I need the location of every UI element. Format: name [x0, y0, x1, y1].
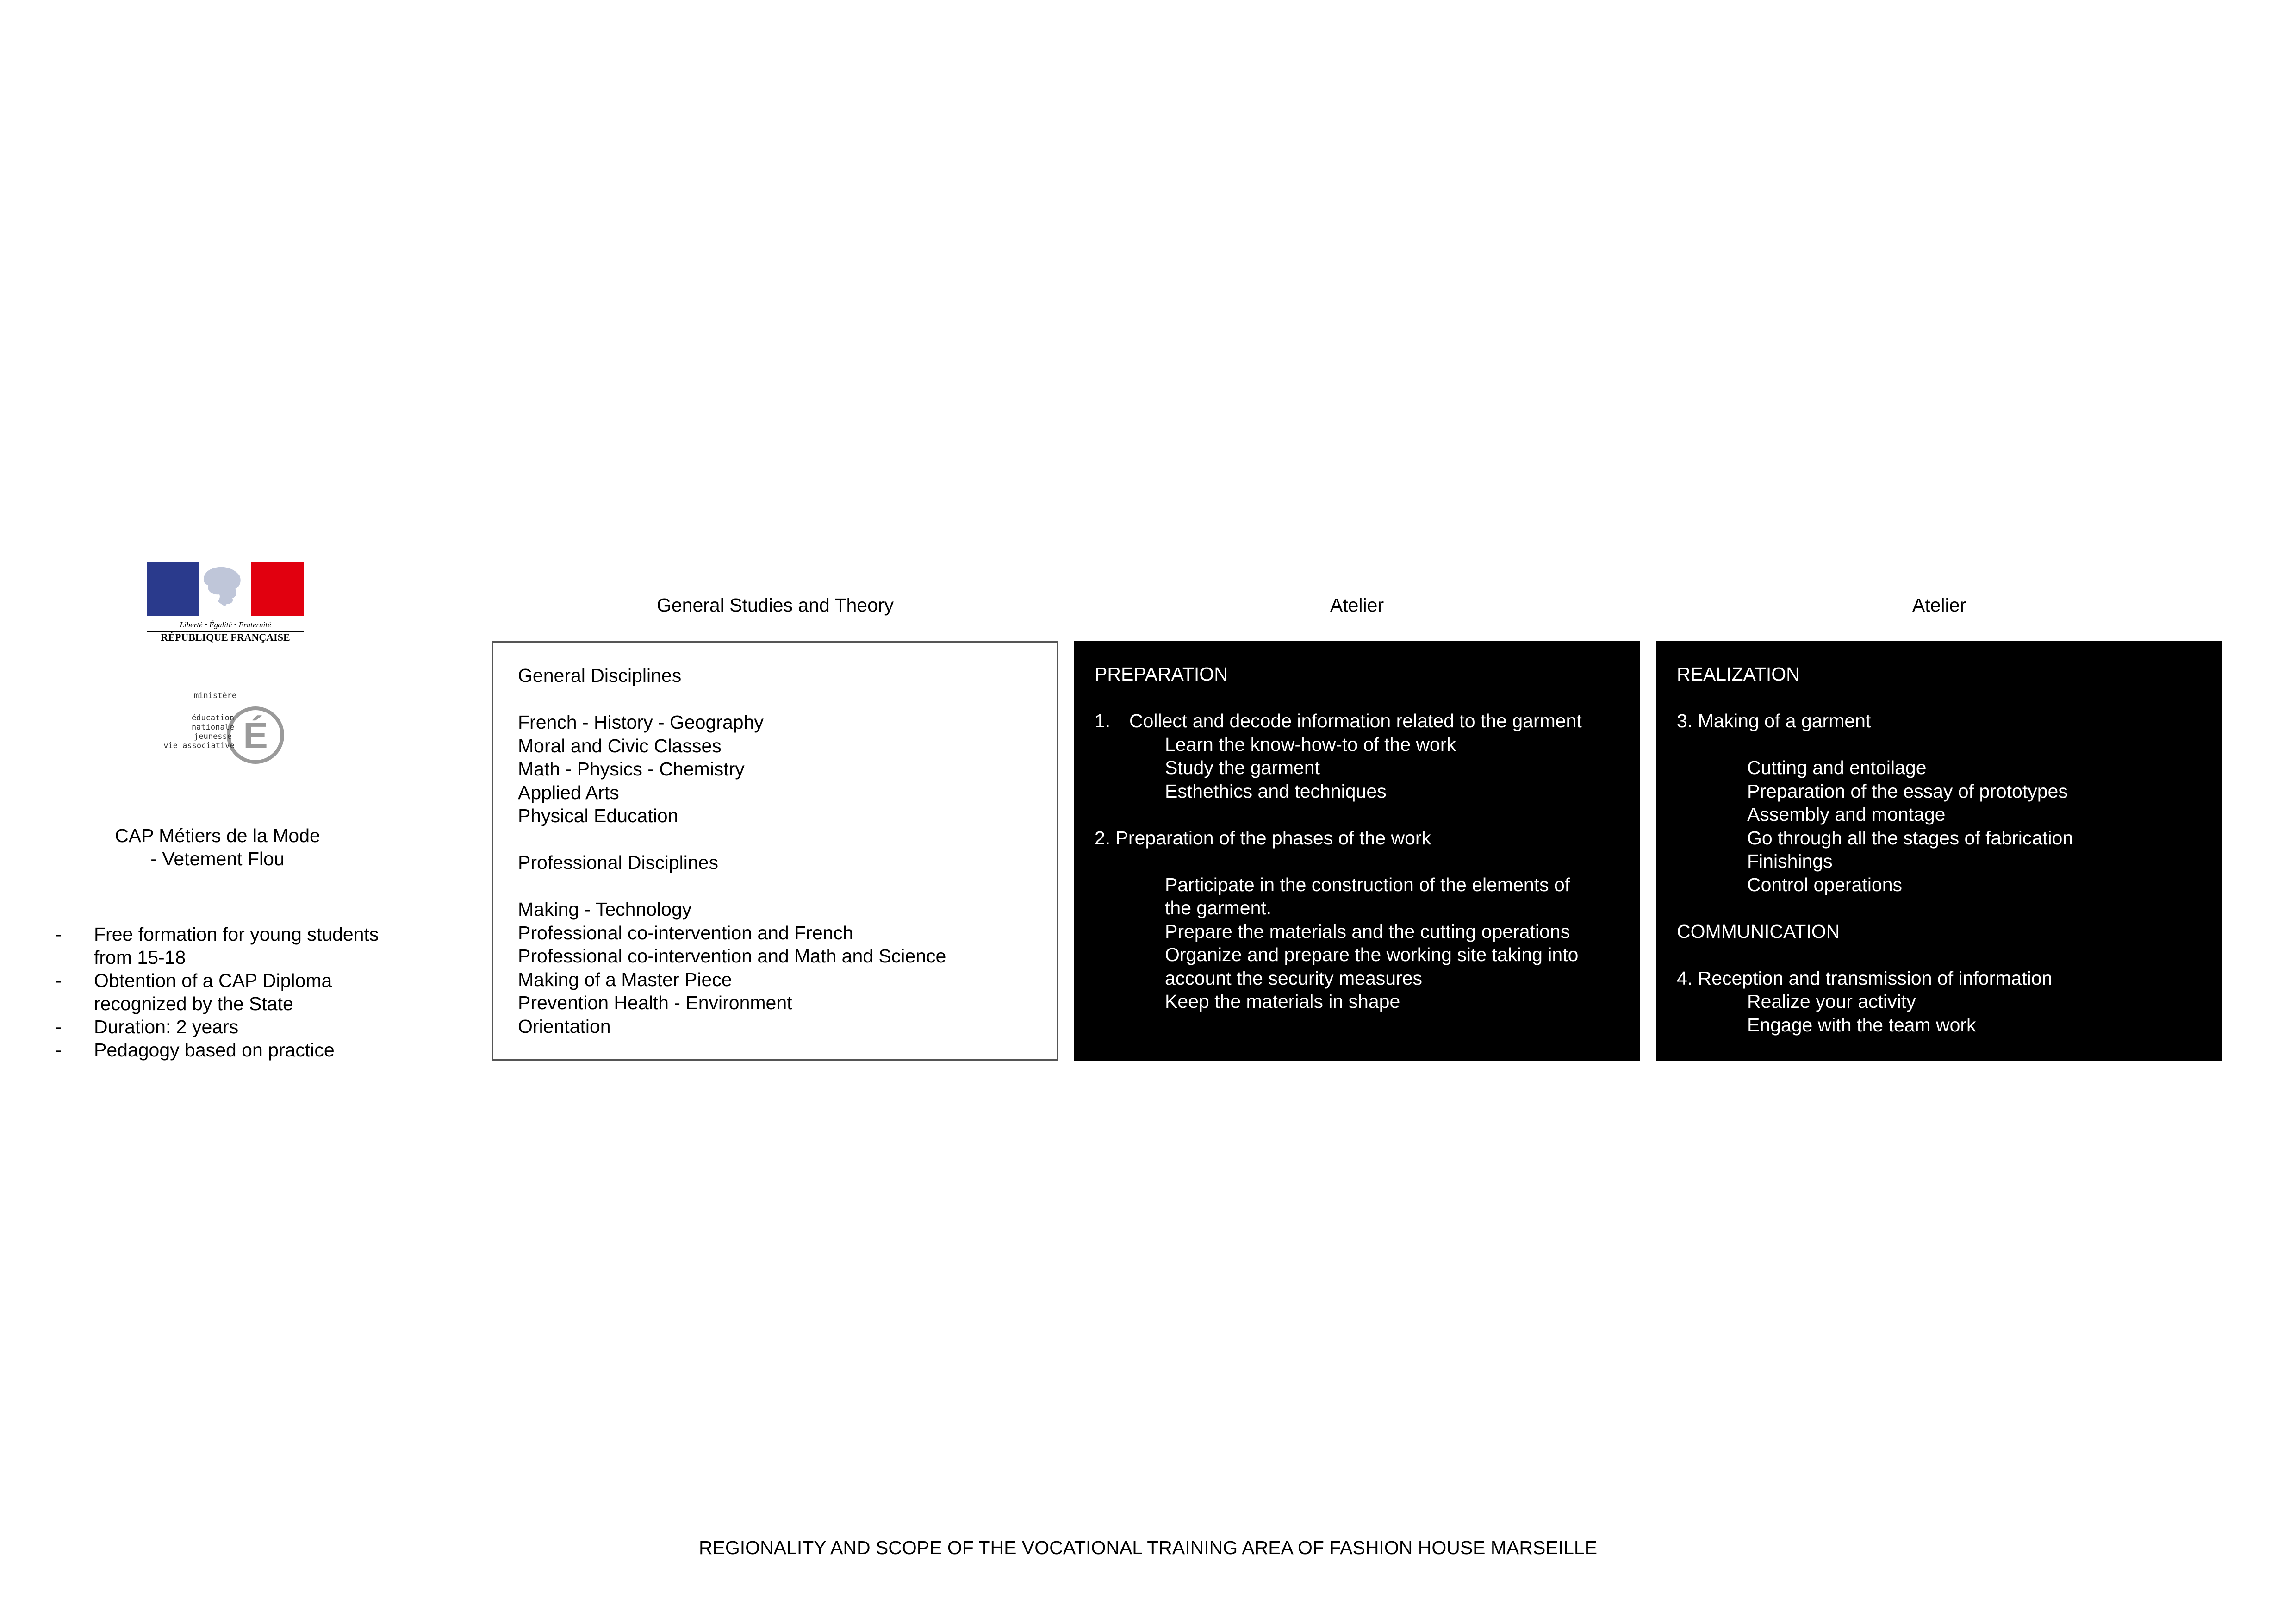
- step-item: Esthethics and techniques: [1165, 780, 1387, 802]
- step-item: Learn the know-how-to of the work: [1165, 733, 1456, 755]
- step-item: Keep the materials in shape: [1165, 991, 1400, 1012]
- realization-heading: REALIZATION: [1677, 663, 1800, 685]
- step-item: Finishings: [1747, 850, 1833, 872]
- republique-francaise-logo: [147, 562, 304, 644]
- realization-panel: [1656, 641, 2222, 1061]
- general-disciplines-heading: General Disciplines: [518, 665, 682, 686]
- step-item: Realize your activity: [1747, 991, 1916, 1012]
- spacer: [1656, 686, 2222, 710]
- diploma-title-line1: CAP Métiers de la Mode: [115, 825, 320, 846]
- spacer: [1074, 803, 1640, 826]
- step-item: Control operations: [1747, 874, 1903, 895]
- communication-heading: COMMUNICATION: [1677, 920, 1840, 942]
- step-2-title: 2. Preparation of the phases of the work: [1095, 827, 1431, 849]
- ministere-education-logo: [157, 684, 287, 768]
- discipline-item: Moral and Civic Classes: [518, 735, 722, 756]
- step-item: Cutting and entoilage: [1747, 757, 1927, 778]
- step-item: Engage with the team work: [1747, 1014, 1976, 1036]
- step-item: Participate in the construction of the elements of the garment.: [1165, 874, 1570, 918]
- bullet-dash-icon: -: [56, 970, 62, 991]
- marianne-emblem-icon: [147, 562, 304, 644]
- svg-text:nationale: nationale: [191, 723, 235, 732]
- discipline-item: Making of a Master Piece: [518, 968, 732, 990]
- column-heading-atelier-prep: Atelier: [1330, 594, 1384, 616]
- bullet-dash-icon: -: [56, 1039, 62, 1061]
- general-studies-panel: [492, 641, 1058, 1061]
- spacer: [1656, 896, 2222, 920]
- fact-item: - Free formation for young students from 15-18: [56, 924, 379, 968]
- diploma-title-line2: - Vetement Flou: [150, 848, 285, 869]
- svg-text:RÉPUBLIQUE FRANÇAISE: RÉPUBLIQUE FRANÇAISE: [161, 631, 290, 643]
- svg-text:vie associative: vie associative: [163, 741, 235, 750]
- spacer: [1656, 943, 2222, 967]
- step-item: Prepare the materials and the cutting operations: [1165, 920, 1570, 942]
- spacer: [1656, 733, 2222, 756]
- bullet-dash-icon: -: [56, 1016, 62, 1037]
- svg-text:É: É: [243, 715, 268, 756]
- preparation-heading: PREPARATION: [1095, 663, 1228, 685]
- svg-text:éducation: éducation: [191, 713, 235, 723]
- discipline-item: Professional co-intervention and French: [518, 922, 853, 943]
- professional-disciplines-heading: Professional Disciplines: [518, 852, 718, 873]
- step-4-title: 4. Reception and transmission of information: [1677, 967, 2053, 989]
- column-heading-atelier-real: Atelier: [1912, 594, 1966, 616]
- discipline-item: Professional co-intervention and Math and Science: [518, 945, 946, 967]
- discipline-item: Orientation: [518, 1015, 611, 1037]
- fact-item: - Duration: 2 years: [56, 1016, 239, 1037]
- diploma-title: [60, 824, 375, 870]
- step-1-title: 1. Collect and decode information related to the garment: [1095, 710, 1582, 731]
- ministere-emblem-icon: [157, 684, 287, 768]
- discipline-item: French - History - Geography: [518, 712, 764, 733]
- footer-caption: REGIONALITY AND SCOPE OF THE VOCATIONAL TRAINING AREA OF FASHION HOUSE MARSEILLE: [698, 1537, 1598, 1558]
- step-item: Go through all the stages of fabrication: [1747, 827, 2073, 849]
- step-item: Study the garment: [1165, 757, 1320, 778]
- svg-text:jeunesse: jeunesse: [194, 732, 232, 741]
- program-facts-list: [56, 923, 390, 1062]
- discipline-item: Applied Arts: [518, 781, 619, 803]
- discipline-item: Making - Technology: [518, 899, 692, 920]
- discipline-item: Prevention Health - Environment: [518, 992, 792, 1013]
- svg-text:ministère: ministère: [193, 691, 237, 700]
- spacer: [493, 828, 1057, 851]
- svg-text:Liberté • Égalité • Fraternité: Liberté • Égalité • Fraternité: [180, 620, 271, 629]
- preparation-panel: [1074, 641, 1640, 1061]
- step-3-title: 3. Making of a garment: [1677, 710, 1871, 731]
- discipline-item: Math - Physics - Chemistry: [518, 758, 745, 780]
- spacer: [1074, 686, 1640, 710]
- spacer: [493, 687, 1057, 711]
- fact-item: - Pedagogy based on practice: [56, 1039, 335, 1061]
- step-item: Organize and prepare the working site taking into account the security measures: [1165, 944, 1579, 989]
- fact-item: - Obtention of a CAP Diploma recognized by the State: [56, 970, 332, 1014]
- step-item: Assembly and montage: [1747, 804, 1946, 825]
- column-heading-general: General Studies and Theory: [656, 594, 894, 616]
- step-item: Preparation of the essay of prototypes: [1747, 780, 2068, 802]
- bullet-dash-icon: -: [56, 924, 62, 945]
- discipline-item: Physical Education: [518, 805, 678, 826]
- spacer: [493, 874, 1057, 898]
- spacer: [1074, 849, 1640, 873]
